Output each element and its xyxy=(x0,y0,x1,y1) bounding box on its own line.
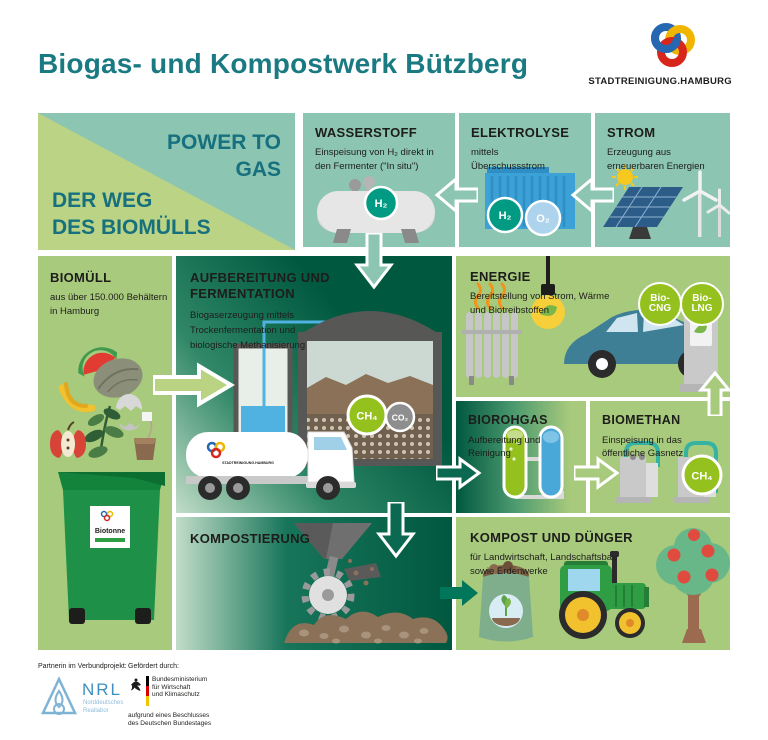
bio-lng-badge xyxy=(680,282,724,326)
energie-title: ENERGIE xyxy=(470,269,531,284)
teabag-icon xyxy=(134,412,156,460)
wind-turbine-icon xyxy=(684,172,729,237)
arrow-strom-to-elektrolyse xyxy=(570,175,614,215)
eggshell-icon xyxy=(116,394,142,430)
biomethan-desc-line2: öffentliche Gasnetz xyxy=(602,448,684,460)
wasserstoff-desc-line2: den Fermenter ("In situ") xyxy=(315,161,419,173)
solar-panel-icon xyxy=(603,187,683,239)
panel-energie xyxy=(456,256,730,397)
aufbereitung-desc xyxy=(190,308,440,354)
german-flag-stripe xyxy=(146,676,149,706)
biorohgas-desc-line2: Reinigung xyxy=(468,448,511,460)
biomuell-desc-line1: aus über 150.000 Behältern xyxy=(50,292,168,304)
bio-cng-badge xyxy=(638,282,682,326)
nrl-subtitle xyxy=(83,700,123,716)
elektrolyse-desc-line1: mittels xyxy=(471,147,499,159)
panel-strom xyxy=(595,113,730,247)
ch4-grid-label: CH₄ xyxy=(691,470,713,483)
bio-bin-icon xyxy=(58,472,165,624)
ministry-line2: für Wirtschaft xyxy=(152,683,191,691)
power-to-gas-label xyxy=(167,129,281,184)
nrl-wordmark: NRL xyxy=(82,680,123,699)
strom-desc xyxy=(607,146,720,174)
partner-label: Partnerin im Verbundprojekt: xyxy=(38,663,127,670)
kompost-title: KOMPOST UND DÜNGER xyxy=(470,530,633,545)
panel-kompost xyxy=(456,517,730,650)
biomethan-desc xyxy=(602,434,722,462)
aufbereitung-desc-line3: biologische Methanisierung xyxy=(190,339,306,351)
funding-note xyxy=(128,712,211,729)
wasserstoff-title: WASSERSTOFF xyxy=(315,125,418,140)
aufbereitung-title-line1: AUFBEREITUNG UND xyxy=(190,270,330,285)
kompost-desc-line2: sowie Erdenwerke xyxy=(470,566,548,578)
biorohgas-desc-line1: Aufbereitung und xyxy=(468,434,541,446)
twig-icon xyxy=(83,406,125,460)
biorohgas-title: BIOROHGAS xyxy=(468,413,548,427)
ministry-line1: Bundesministerium xyxy=(152,676,208,683)
arrow-biomethan-to-energie xyxy=(697,370,733,416)
aufbereitung-desc-line2: Trockenfermentation und xyxy=(190,324,296,336)
arrow-wasserstoff-to-fermenter xyxy=(352,233,396,291)
nrl-subtitle-line1: Norddeutsches xyxy=(83,700,124,706)
radiator-icon xyxy=(462,312,522,385)
strom-title: STROM xyxy=(607,125,656,140)
apple-core-icon xyxy=(50,422,86,458)
bio-lng-line2: LNG xyxy=(691,303,713,314)
biomuell-desc-line2: in Hamburg xyxy=(50,306,100,318)
energie-desc-line2: und Biotreibstoffen xyxy=(470,305,550,317)
aufbereitung-desc-line1: Biogaserzeugung mittels xyxy=(190,309,295,321)
truck-side-label: STADTREINIGUNG.HAMBURG xyxy=(222,461,274,465)
bio-lng-line1: Bio- xyxy=(692,292,712,304)
funding-note-line2: des Deutschen Bundestages xyxy=(128,720,212,728)
energie-desc-line1: Bereitstellung von Strom, Wärme xyxy=(470,291,610,303)
co2-circle-label: CO₂ xyxy=(391,412,409,423)
kompost-desc-line1: für Landwirtschaft, Landschaftsbau xyxy=(470,552,618,564)
biomethan-desc-line1: Einspeisung in das xyxy=(602,434,682,446)
funding-note-line1: aufgrund eines Beschlusses xyxy=(128,712,210,719)
strom-desc-line2: erneuerbaren Energien xyxy=(607,161,705,173)
page-title: Biogas- und Kompostwerk Bützberg xyxy=(38,48,529,79)
power-to-gas-line2: GAS xyxy=(235,158,281,182)
biomethan-title: BIOMETHAN xyxy=(602,413,681,427)
elektrolyse-title: ELEKTROLYSE xyxy=(471,125,570,140)
ministry-line3: und Klimaschutz xyxy=(152,691,200,699)
aufbereitung-title xyxy=(190,270,440,303)
arrow-elektrolyse-to-wasserstoff xyxy=(434,175,478,215)
banana-peel-icon xyxy=(62,384,92,409)
der-weg-line1: DER WEG xyxy=(52,189,153,212)
funded-by-label: Gefördert durch: xyxy=(128,663,179,670)
elektrolyse-desc-line2: Überschussstrom xyxy=(471,161,545,173)
kompost-desc xyxy=(470,551,718,579)
h2-circle-label: H₂ xyxy=(498,210,512,222)
nrl-logo-icon xyxy=(40,675,78,717)
biorohgas-desc xyxy=(468,434,578,462)
nrl-subtitle-line2: Reallabor xyxy=(83,707,109,714)
arrow-aufbereitung-to-kompostierung xyxy=(374,502,418,560)
panel-biomuell xyxy=(38,256,172,650)
der-weg-label xyxy=(52,187,211,242)
panel-wasserstoff xyxy=(303,113,455,247)
power-to-gas-line1: POWER TO xyxy=(167,131,281,154)
bio-cng-line2: CNG xyxy=(648,303,672,314)
ch4-circle-label: CH₄ xyxy=(356,410,378,423)
elektrolyse-desc xyxy=(471,146,581,174)
arrow-biorohgas-to-biomethan xyxy=(574,456,620,490)
ministry-name xyxy=(152,676,207,699)
stadtreinigung-hamburg-logo-icon xyxy=(642,22,700,72)
aufbereitung-title-line2: FERMENTATION xyxy=(190,286,295,302)
kompostierung-title: KOMPOSTIERUNG xyxy=(190,531,311,546)
bin-label: Biotonne xyxy=(94,528,126,535)
arrow-kompostierung-to-kompost xyxy=(440,578,480,608)
bio-cng-line1: Bio- xyxy=(650,292,670,304)
arrow-biomuell-to-aufbereitung xyxy=(153,361,235,409)
renewable-energy-icon xyxy=(595,163,730,247)
brand-wordmark: STADTREINIGUNG.HAMBURG xyxy=(588,76,732,87)
federal-eagle-icon xyxy=(128,676,144,692)
o2-circle-label: O₂ xyxy=(536,213,550,225)
collection-truck-icon xyxy=(186,432,356,500)
arrow-aufbereitung-to-biorohgas xyxy=(436,456,482,490)
h2-tank-label: H₂ xyxy=(374,198,388,210)
strom-desc-line1: Erzeugung aus xyxy=(607,147,671,159)
wasserstoff-desc xyxy=(315,146,445,174)
wasserstoff-desc-line1: Einspeisung von H₂ direkt in xyxy=(315,147,434,159)
biomuell-title: BIOMÜLL xyxy=(50,270,112,285)
der-weg-line2: DES BIOMÜLLS xyxy=(52,216,211,240)
panel-intro xyxy=(38,113,295,250)
biomuell-desc xyxy=(50,291,168,319)
